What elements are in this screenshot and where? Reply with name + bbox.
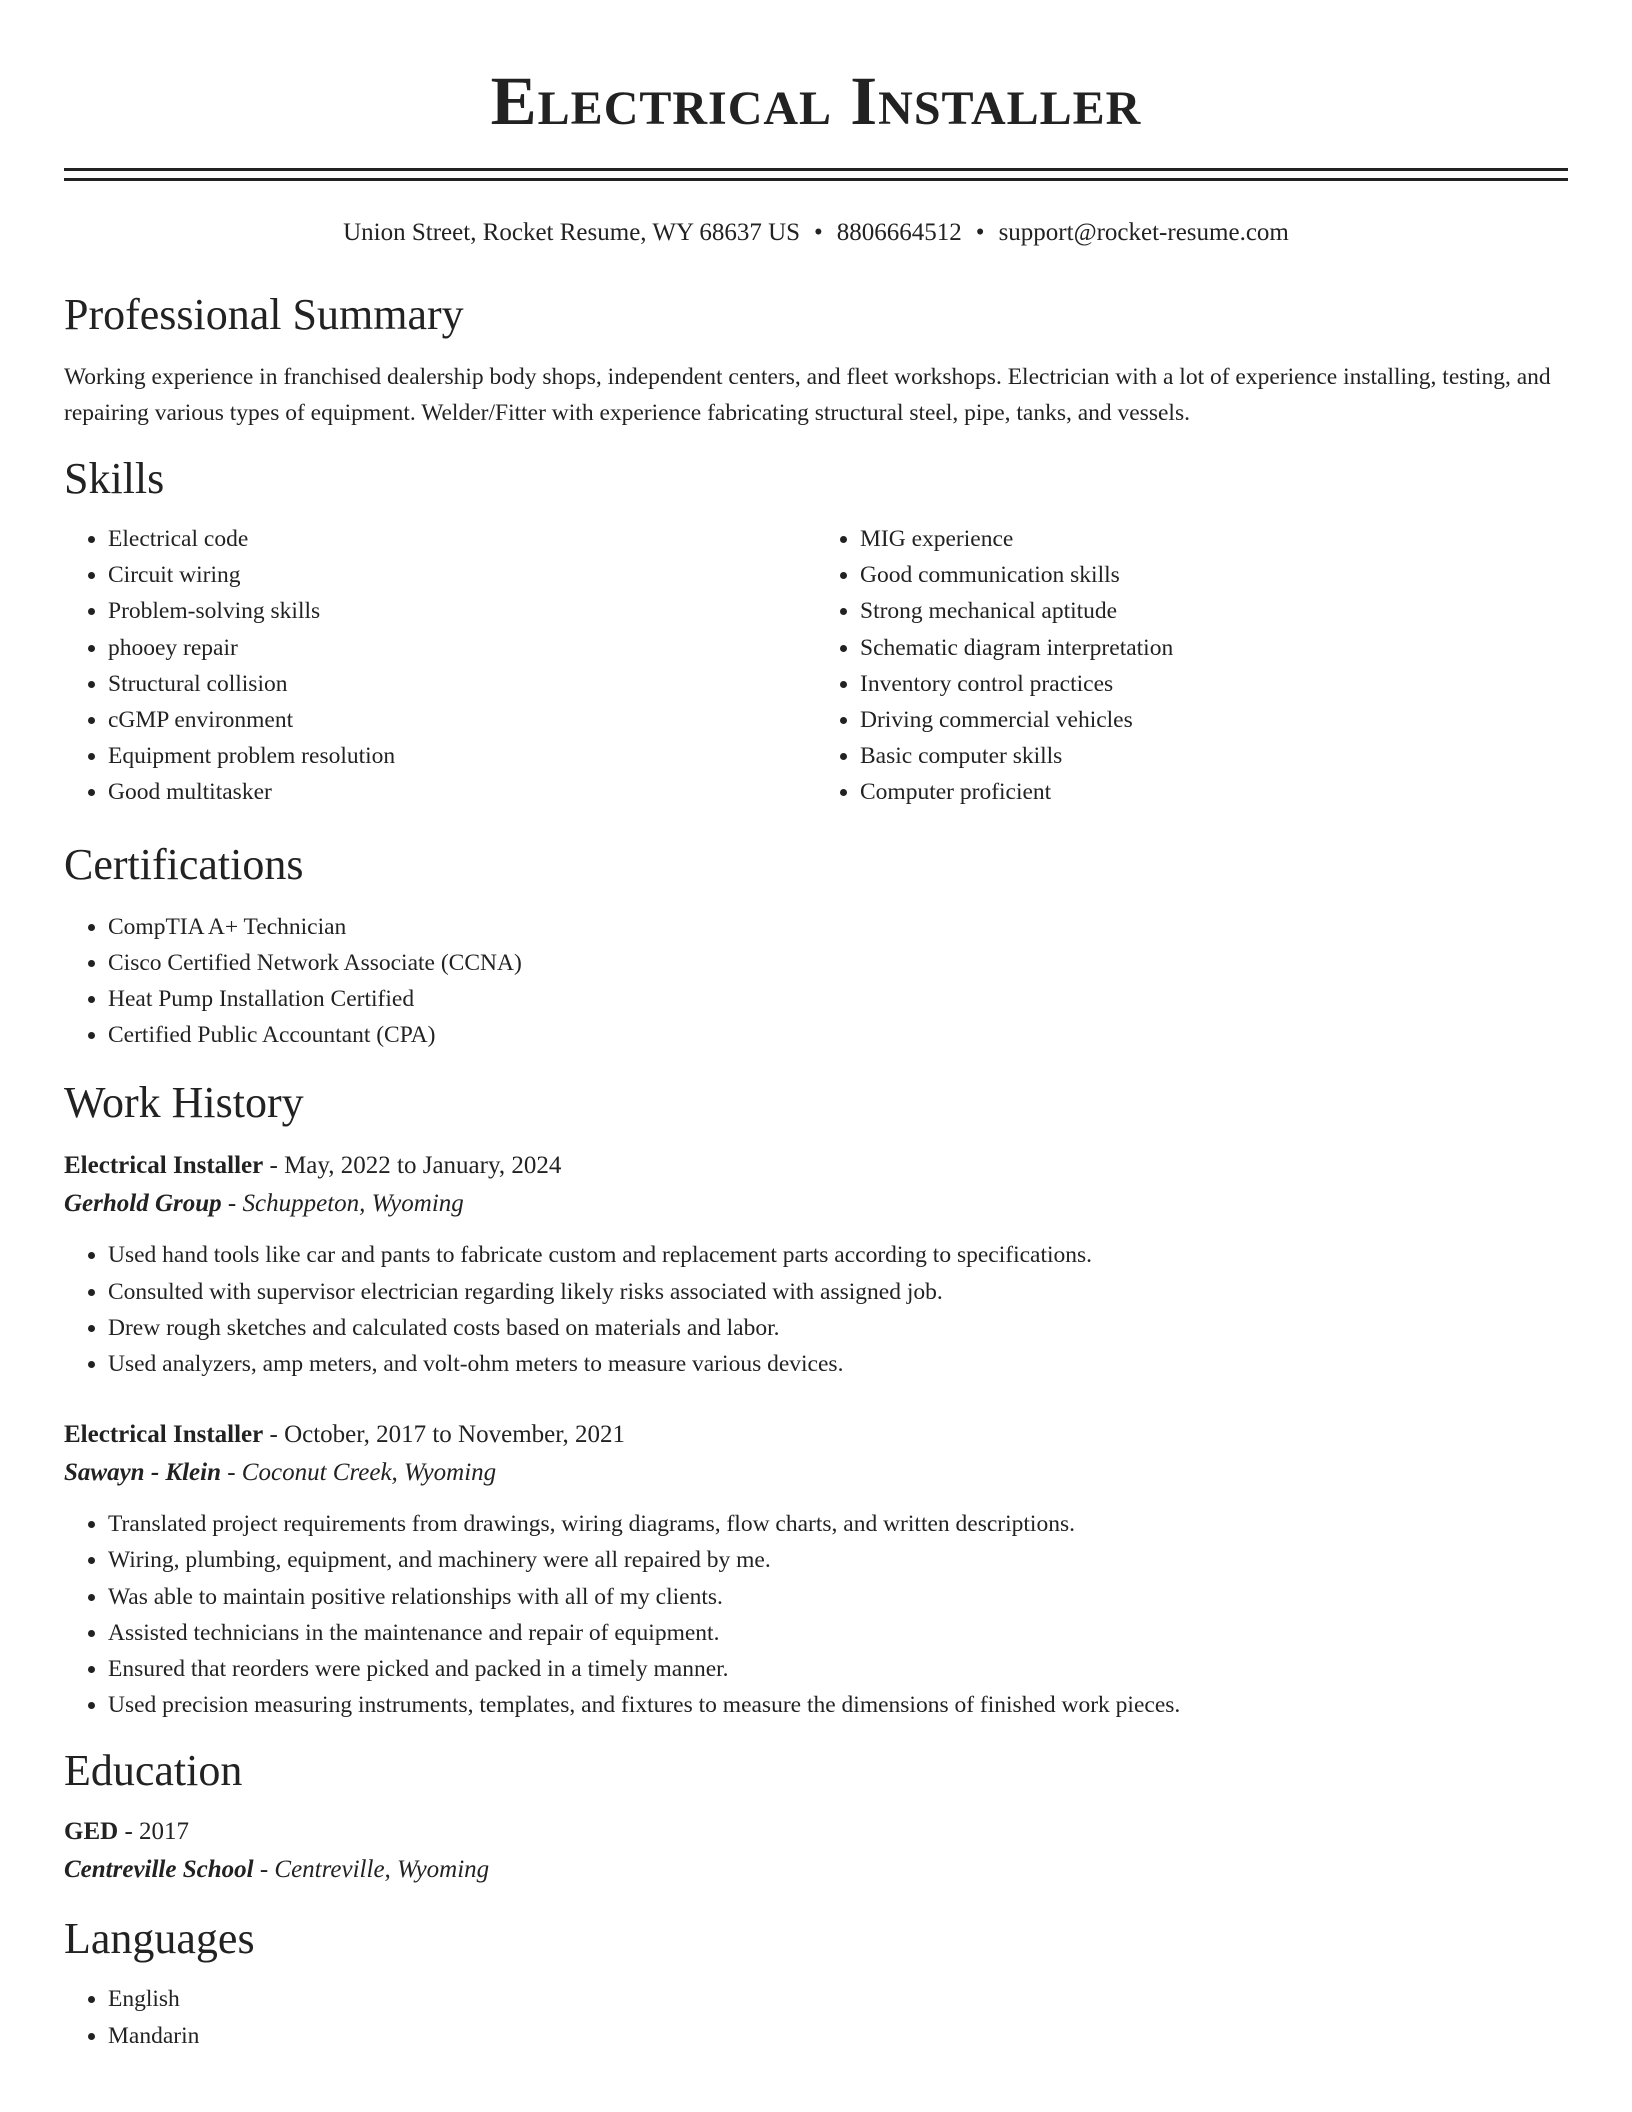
skill-item: • phooey repair [108,630,816,666]
job-bullet: • Translated project requirements from drawings, wiring diagrams, flow charts, and written descriptions. [108,1506,1568,1542]
education-school: Centreville School [64,1856,254,1884]
job-bullet: • Used analyzers, amp meters, and volt-ohm meters to measure various devices. [108,1346,1568,1382]
job-bullets [64,1237,1568,1382]
job-bullet: • Was able to maintain positive relationships with all of my clients. [108,1579,1568,1615]
contact-separator: • [814,219,823,246]
skill-item: • Electrical code [108,521,816,557]
skill-item: • Driving commercial vehicles [860,702,1568,738]
job-title-line [64,1416,1568,1454]
job-bullet: • Used precision measuring instruments, templates, and fixtures to measure the dimensions of finished work pieces. [108,1687,1568,1723]
skill-item: • Inventory control practices [860,666,1568,702]
skill-item: • Strong mechanical aptitude [860,593,1568,629]
language-item: • Mandarin [108,2018,1568,2054]
skill-item: • Problem-solving skills [108,593,816,629]
skill-item: • Structural collision [108,666,816,702]
contact-separator: • [975,219,985,246]
job-bullets [64,1506,1568,1723]
skills-heading: Skills [64,454,165,503]
summary-heading: Professional Summary [64,290,464,339]
job-entry [64,1416,1568,1723]
resume-name: Electrical Installer [490,63,1142,139]
skill-item: • cGMP environment [108,702,816,738]
job-title: Electrical Installer [64,1421,264,1449]
job-title: Electrical Installer [64,1152,264,1180]
skill-item: • Schematic diagram interpretation [860,630,1568,666]
work-history-heading: Work History [64,1078,304,1128]
education-year: - 2017 [118,1818,190,1846]
education-location: - Centreville, Wyoming [253,1856,490,1884]
contact-line [64,217,1568,249]
contact-phone: 8806664512 [836,219,962,246]
language-item: • English [108,1981,1568,2017]
job-dates: - October, 2017 to November, 2021 [263,1421,626,1449]
languages-list [64,1981,1568,2053]
skill-item: • Good multitasker [108,774,816,810]
education-degree: GED [64,1818,119,1846]
education-degree-line [64,1813,1568,1851]
education-school-line [64,1851,1568,1889]
job-company-line [64,1454,1568,1492]
certifications-list [64,909,1568,1054]
job-location: - Schuppeton, Wyoming [221,1190,464,1218]
job-title-line [64,1147,1568,1185]
summary-text: Working experience in franchised dealership body shops, independent centers, and fleet workshops. Electrician with a lot of experience installing, testing, and repairing various types of equipment. Welder/Fitter with experience fabricating structural steel, pipe, tanks, and vessels. [64,364,1551,426]
skill-item: • Good communication skills [860,557,1568,593]
contact-address: Union Street, Rocket Resume, WY 68637 US [343,219,801,246]
skill-item: • Computer proficient [860,774,1568,810]
certification-item: • Certified Public Accountant (CPA) [108,1017,1568,1053]
job-bullet: • Wiring, plumbing, equipment, and machinery were all repaired by me. [108,1542,1568,1578]
job-bullet: • Used hand tools like car and pants to fabricate custom and replacement parts according to specifications. [108,1237,1568,1273]
job-company-line [64,1185,1568,1223]
certification-item: • Heat Pump Installation Certified [108,981,1568,1017]
education-heading: Education [64,1746,243,1796]
skill-item: • Equipment problem resolution [108,738,816,774]
skills-columns [64,521,1568,811]
languages-heading: Languages [64,1914,255,1964]
job-bullet: • Drew rough sketches and calculated costs based on materials and labor. [108,1310,1568,1346]
job-bullet: • Consulted with supervisor electrician regarding likely risks associated with assigned job. [108,1274,1568,1310]
skills-right-list [816,521,1568,811]
header-divider-top [64,168,1568,171]
contact-email: support@rocket-resume.com [998,219,1289,246]
education-entry [64,1813,1568,1889]
job-company: Sawayn - Klein [64,1459,221,1487]
skills-left-list [64,521,816,811]
header-divider-bottom [64,178,1568,181]
skill-item: • Circuit wiring [108,557,816,593]
job-bullet: • Ensured that reorders were picked and packed in a timely manner. [108,1651,1568,1687]
certification-item: • CompTIA A+ Technician [108,909,1568,945]
certification-item: • Cisco Certified Network Associate (CCNA) [108,945,1568,981]
job-location: - Coconut Creek, Wyoming [220,1459,497,1487]
job-dates: - May, 2022 to January, 2024 [263,1152,562,1180]
job-bullet: • Assisted technicians in the maintenance and repair of equipment. [108,1615,1568,1651]
skill-item: • MIG experience [860,521,1568,557]
certifications-heading: Certifications [64,839,304,889]
job-company: Gerhold Group [64,1190,222,1218]
job-entry [64,1147,1568,1382]
skill-item: • Basic computer skills [860,738,1568,774]
